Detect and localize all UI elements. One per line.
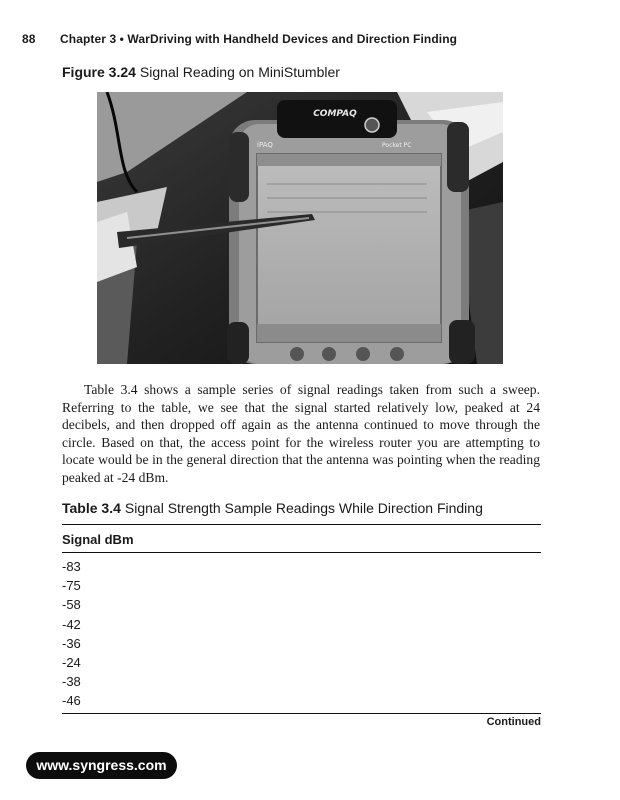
page-number: 88: [22, 32, 36, 46]
table-body: [62, 553, 541, 711]
website-badge[interactable]: www.syngress.com: [26, 752, 177, 779]
table-label: Table 3.4: [62, 500, 121, 516]
photo-model-text: iPAQ: [257, 141, 273, 149]
body-paragraph: Table 3.4 shows a sample series of signal readings taken from such a sweep. Referring to the table, we see that the signal started relatively low, peaked at 24 decibels, and then dropped off again as the antenna continued to move through the circle. Based on that, the access point for the wireless router you are attempting to locate would be in the general direction that the antenna was pointing when the reading peaked at -24 dBm.: [62, 382, 540, 485]
table-row: -38: [62, 674, 81, 690]
figure-title: Signal Reading on MiniStumbler: [139, 64, 340, 80]
table-caption: [62, 500, 483, 516]
table-row: -46: [62, 693, 81, 709]
table-row: -24: [62, 654, 81, 670]
figure-caption: [62, 64, 340, 80]
ipaq-photo-illustration: [97, 92, 503, 364]
continued-label: Continued: [486, 715, 541, 728]
figure-label: Figure 3.24: [62, 64, 136, 80]
table-row: -75: [62, 578, 81, 594]
table-row: -36: [62, 635, 81, 651]
running-header: [22, 32, 457, 46]
column-header: Signal dBm: [62, 525, 541, 553]
table-row: -42: [62, 616, 81, 632]
table-bottom-rule: [62, 713, 541, 714]
signal-table: [62, 524, 541, 728]
table-row: -58: [62, 597, 81, 613]
photo-brand-text: COMPAQ: [313, 109, 357, 119]
photo-subtitle-text: Pocket PC: [382, 142, 412, 149]
table-row: -83: [62, 559, 81, 574]
table-title: Signal Strength Sample Readings While Direction Finding: [124, 500, 483, 516]
ipaq-photo: [97, 92, 503, 364]
chapter-title: Chapter 3 • WarDriving with Handheld Devices and Direction Finding: [60, 32, 458, 46]
